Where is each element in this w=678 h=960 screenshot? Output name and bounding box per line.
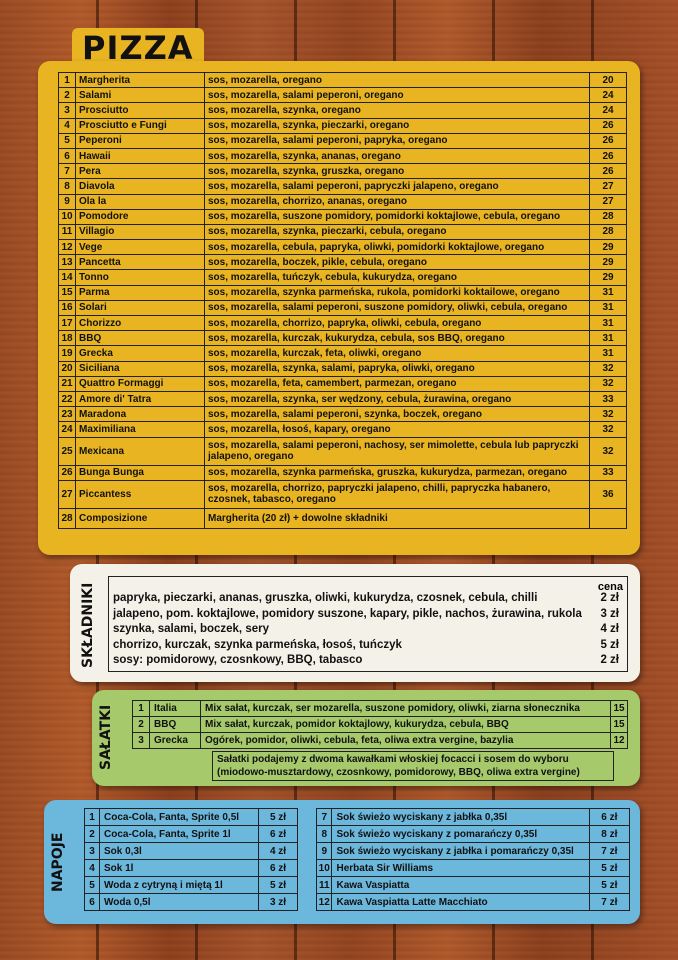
pizza-ingredients: sos, mozarella, feta, camembert, parmezan, oregano (205, 376, 590, 391)
pizza-name: Prosciutto (76, 103, 205, 118)
pizza-row (59, 285, 627, 300)
pizza-number: 22 (59, 391, 76, 406)
pizza-row (59, 376, 627, 391)
pizza-ingredients: sos, mozarella, kurczak, feta, oliwki, oregano (205, 346, 590, 361)
napoj-name: Herbata Sir Williams (332, 860, 589, 877)
skladniki-price: 3 zł (600, 607, 619, 620)
pizza-name: Solari (76, 300, 205, 315)
pizza-price: 26 (590, 164, 627, 179)
napoje-table-left (84, 808, 298, 911)
pizza-price: 32 (590, 422, 627, 437)
pizza-number: 2 (59, 88, 76, 103)
pizza-row (59, 73, 627, 88)
napoj-row (85, 809, 298, 826)
pizza-ingredients: sos, mozarella, szynka, pieczarki, cebula, oregano (205, 224, 590, 239)
pizza-ingredients: sos, mozarella, szynka, salami, papryka, oliwki, oregano (205, 361, 590, 376)
napoj-name: Woda z cytryną i miętą 1l (100, 877, 259, 894)
napoj-number: 12 (317, 894, 332, 911)
pizza-price: 26 (590, 118, 627, 133)
pizza-name: Pancetta (76, 255, 205, 270)
skladniki-price: 2 zł (600, 654, 619, 666)
napoj-price: 3 zł (259, 894, 298, 911)
pizza-name: Parma (76, 285, 205, 300)
pizza-ingredients: sos, mozarella, chorrizo, ananas, oregano (205, 194, 590, 209)
skladniki-items: jalapeno, pom. koktajlowe, pomidory suszone, kapary, pikle, nachos, żurawina, rukola (113, 607, 582, 620)
skladniki-price: 4 zł (600, 623, 619, 635)
pizza-ingredients: sos, mozarella, kurczak, kukurydza, cebula, sos BBQ, oregano (205, 331, 590, 346)
skladniki-title: SKŁADNIKI (80, 582, 96, 668)
pizza-name: Composizione (76, 508, 205, 528)
napoje-title: NAPOJE (50, 832, 66, 892)
pizza-name: Ola la (76, 194, 205, 209)
pizza-ingredients: sos, mozarella, chorrizo, papryczki jalapeno, chilli, papryczka habanero, czosnek, tabasco, oregano (205, 480, 590, 508)
pizza-row (59, 194, 627, 209)
pizza-price: 31 (590, 300, 627, 315)
pizza-number: 16 (59, 300, 76, 315)
pizza-number: 28 (59, 508, 76, 528)
napoj-price: 6 zł (259, 826, 298, 843)
pizza-row (59, 480, 627, 508)
napoj-price: 5 zł (259, 809, 298, 826)
pizza-number: 21 (59, 376, 76, 391)
pizza-name: Villagio (76, 224, 205, 239)
skladniki-row (113, 653, 623, 668)
pizza-number: 18 (59, 331, 76, 346)
price-header: cena (597, 581, 623, 593)
pizza-price: 31 (590, 316, 627, 331)
pizza-price: 32 (590, 407, 627, 422)
pizza-name: Maximiliana (76, 422, 205, 437)
pizza-price: 24 (590, 103, 627, 118)
pizza-row (59, 164, 627, 179)
napoj-row (317, 843, 630, 860)
salatka-ingredients: Ogórek, pomidor, oliwki, cebula, feta, oliwa extra vergine, bazylia (201, 733, 611, 749)
salatka-row (133, 701, 628, 717)
pizza-price: 28 (590, 209, 627, 224)
napoje-table-right (316, 808, 630, 911)
napoj-name: Kawa Vaspiatta Latte Macchiato (332, 894, 589, 911)
napoj-price: 4 zł (259, 843, 298, 860)
napoj-number: 4 (85, 860, 100, 877)
pizza-number: 5 (59, 133, 76, 148)
skladniki-items: chorrizo, kurczak, szynka parmeńska, łosoś, tuńczyk (113, 638, 402, 651)
skladniki-row (113, 638, 623, 653)
pizza-ingredients: sos, mozarella, szynka, oregano (205, 103, 590, 118)
salatki-table (132, 700, 628, 749)
pizza-number: 9 (59, 194, 76, 209)
pizza-price: 33 (590, 391, 627, 406)
napoj-number: 9 (317, 843, 332, 860)
napoj-number: 2 (85, 826, 100, 843)
napoj-name: Sok świeżo wyciskany z jabłka i pomarańczy 0,35l (332, 843, 589, 860)
salatka-number: 1 (133, 701, 150, 717)
pizza-ingredients: Margherita (20 zł) + dowolne składniki (205, 508, 590, 528)
pizza-ingredients: sos, mozarella, szynka, ser wędzony, cebula, żurawina, oregano (205, 391, 590, 406)
napoj-row (85, 860, 298, 877)
napoj-row (85, 843, 298, 860)
pizza-row (59, 224, 627, 239)
pizza-name: Tonno (76, 270, 205, 285)
napoj-name: Woda 0,5l (100, 894, 259, 911)
napoj-name: Coca-Cola, Fanta, Sprite 0,5l (100, 809, 259, 826)
pizza-number: 25 (59, 437, 76, 465)
napoj-number: 6 (85, 894, 100, 911)
pizza-title: PIZZA (82, 29, 194, 67)
napoj-price: 5 zł (589, 860, 629, 877)
pizza-name: Quattro Formaggi (76, 376, 205, 391)
napoj-row (317, 809, 630, 826)
pizza-number: 17 (59, 316, 76, 331)
pizza-row (59, 133, 627, 148)
napoj-price: 7 zł (589, 894, 629, 911)
salatka-number: 2 (133, 717, 150, 733)
pizza-number: 7 (59, 164, 76, 179)
pizza-number: 19 (59, 346, 76, 361)
pizza-row (59, 508, 627, 528)
pizza-ingredients: sos, mozarella, szynka, gruszka, oregano (205, 164, 590, 179)
pizza-row (59, 255, 627, 270)
napoj-row (317, 860, 630, 877)
pizza-ingredients: sos, mozarella, szynka, pieczarki, oregano (205, 118, 590, 133)
napoj-price: 8 zł (589, 826, 629, 843)
pizza-name: Grecka (76, 346, 205, 361)
pizza-price: 27 (590, 179, 627, 194)
pizza-name: Bunga Bunga (76, 465, 205, 480)
napoj-row (317, 894, 630, 911)
pizza-price: 29 (590, 255, 627, 270)
napoj-row (317, 877, 630, 894)
pizza-row (59, 465, 627, 480)
pizza-row (59, 103, 627, 118)
pizza-name: BBQ (76, 331, 205, 346)
pizza-row (59, 361, 627, 376)
pizza-price: 28 (590, 224, 627, 239)
pizza-ingredients: sos, mozarella, salami peperoni, papryczki jalapeno, oregano (205, 179, 590, 194)
pizza-name: Margherita (76, 73, 205, 88)
pizza-price (590, 508, 627, 528)
napoj-name: Kawa Vaspiatta (332, 877, 589, 894)
pizza-number: 8 (59, 179, 76, 194)
pizza-price: 20 (590, 73, 627, 88)
napoj-number: 11 (317, 877, 332, 894)
napoj-number: 5 (85, 877, 100, 894)
pizza-number: 10 (59, 209, 76, 224)
pizza-row (59, 391, 627, 406)
napoj-price: 5 zł (259, 877, 298, 894)
pizza-row (59, 331, 627, 346)
pizza-row (59, 88, 627, 103)
pizza-number: 12 (59, 240, 76, 255)
napoj-price: 6 zł (259, 860, 298, 877)
pizza-price: 31 (590, 346, 627, 361)
napoj-row (317, 826, 630, 843)
pizza-name: Vege (76, 240, 205, 255)
napoj-number: 3 (85, 843, 100, 860)
skladniki-items: papryka, pieczarki, ananas, gruszka, oliwki, kukurydza, czosnek, cebula, chilli (113, 592, 538, 604)
pizza-ingredients: sos, mozarella, salami peperoni, suszone pomidory, oliwki, cebula, oregano (205, 300, 590, 315)
pizza-price: 32 (590, 361, 627, 376)
pizza-price: 26 (590, 148, 627, 163)
pizza-ingredients: sos, mozarella, szynka parmeńska, gruszka, kukurydza, parmezan, oregano (205, 465, 590, 480)
pizza-row (59, 316, 627, 331)
pizza-row (59, 240, 627, 255)
pizza-name: Maradona (76, 407, 205, 422)
napoj-row (85, 826, 298, 843)
pizza-ingredients: sos, mozarella, boczek, pikle, cebula, oregano (205, 255, 590, 270)
pizza-name: Prosciutto e Fungi (76, 118, 205, 133)
pizza-number: 13 (59, 255, 76, 270)
salatki-title: SAŁATKI (98, 704, 114, 770)
salatka-name: Italia (150, 701, 201, 717)
pizza-ingredients: sos, mozarella, oregano (205, 73, 590, 88)
pizza-number: 3 (59, 103, 76, 118)
salatka-row (133, 717, 628, 733)
pizza-price: 32 (590, 376, 627, 391)
skladniki-items: szynka, salami, boczek, sery (113, 623, 269, 635)
pizza-row (59, 209, 627, 224)
skladniki-price: 5 zł (600, 638, 619, 651)
napoj-price: 5 zł (589, 877, 629, 894)
pizza-row (59, 270, 627, 285)
pizza-ingredients: sos, mozarella, salami peperoni, oregano (205, 88, 590, 103)
salatka-ingredients: Mix sałat, kurczak, ser mozarella, suszone pomidory, oliwki, ziarna słonecznika (201, 701, 611, 717)
salatka-name: Grecka (150, 733, 201, 749)
salatka-price: 12 (611, 733, 628, 749)
napoj-name: Sok 1l (100, 860, 259, 877)
pizza-ingredients: sos, mozarella, szynka, ananas, oregano (205, 148, 590, 163)
pizza-number: 11 (59, 224, 76, 239)
pizza-number: 4 (59, 118, 76, 133)
salatka-number: 3 (133, 733, 150, 749)
pizza-name: Pera (76, 164, 205, 179)
napoj-name: Coca-Cola, Fanta, Sprite 1l (100, 826, 259, 843)
salatka-row (133, 733, 628, 749)
salatka-ingredients: Mix sałat, kurczak, pomidor koktajlowy, kukurydza, cebula, BBQ (201, 717, 611, 733)
pizza-price: 29 (590, 240, 627, 255)
pizza-name: Peperoni (76, 133, 205, 148)
skladniki-row (113, 607, 623, 622)
napoj-price: 6 zł (589, 809, 629, 826)
salatki-note: Sałatki podajemy z dwoma kawałkami włoskiej focacci i sosem do wyboru (miodowo-musztardowy, czosnkowy, pomidorowy, BBQ, oliwa extra vergine) (212, 751, 614, 781)
pizza-name: Chorizzo (76, 316, 205, 331)
napoj-name: Sok 0,3l (100, 843, 259, 860)
pizza-row (59, 437, 627, 465)
pizza-number: 20 (59, 361, 76, 376)
napoj-number: 7 (317, 809, 332, 826)
napoj-price: 7 zł (589, 843, 629, 860)
pizza-number: 27 (59, 480, 76, 508)
pizza-ingredients: sos, mozarella, szynka parmeńska, rukola, pomidorki koktailowe, oregano (205, 285, 590, 300)
pizza-name: Siciliana (76, 361, 205, 376)
pizza-price: 33 (590, 465, 627, 480)
pizza-price: 36 (590, 480, 627, 508)
pizza-name: Amore di' Tatra (76, 391, 205, 406)
pizza-number: 24 (59, 422, 76, 437)
napoj-number: 8 (317, 826, 332, 843)
napoj-number: 10 (317, 860, 332, 877)
pizza-table (58, 72, 627, 529)
napoj-name: Sok świeżo wyciskany z jabłka 0,35l (332, 809, 589, 826)
pizza-ingredients: sos, mozarella, salami peperoni, szynka, boczek, oregano (205, 407, 590, 422)
pizza-number: 14 (59, 270, 76, 285)
pizza-row (59, 118, 627, 133)
skladniki-price: 2 zł (600, 592, 619, 604)
pizza-price: 32 (590, 437, 627, 465)
napoj-row (85, 894, 298, 911)
pizza-number: 1 (59, 73, 76, 88)
skladniki-table (108, 576, 628, 672)
pizza-number: 6 (59, 148, 76, 163)
pizza-ingredients: sos, mozarella, chorrizo, papryka, oliwki, cebula, oregano (205, 316, 590, 331)
pizza-row (59, 407, 627, 422)
pizza-row (59, 346, 627, 361)
salatka-name: BBQ (150, 717, 201, 733)
pizza-name: Salami (76, 88, 205, 103)
pizza-name: Piccantess (76, 480, 205, 508)
napoj-row (85, 877, 298, 894)
pizza-number: 23 (59, 407, 76, 422)
napoj-number: 1 (85, 809, 100, 826)
pizza-ingredients: sos, mozarella, salami peperoni, nachosy, ser mimolette, cebula lub papryczki jalapeno, oregano (205, 437, 590, 465)
pizza-ingredients: sos, mozarella, cebula, papryka, oliwki, pomidorki koktajlowe, oregano (205, 240, 590, 255)
pizza-price: 26 (590, 133, 627, 148)
pizza-ingredients: sos, mozarella, łosoś, kapary, oregano (205, 422, 590, 437)
pizza-price: 24 (590, 88, 627, 103)
skladniki-items: sosy: pomidorowy, czosnkowy, BBQ, tabasco (113, 654, 363, 666)
pizza-row (59, 422, 627, 437)
skladniki-row (113, 591, 623, 606)
pizza-row (59, 148, 627, 163)
pizza-price: 31 (590, 331, 627, 346)
napoj-name: Sok świeżo wyciskany z pomarańczy 0,35l (332, 826, 589, 843)
pizza-row (59, 300, 627, 315)
pizza-number: 26 (59, 465, 76, 480)
pizza-price: 27 (590, 194, 627, 209)
salatka-price: 15 (611, 701, 628, 717)
pizza-ingredients: sos, mozarella, salami peperoni, papryka, oregano (205, 133, 590, 148)
pizza-ingredients: sos, mozarella, suszone pomidory, pomidorki koktajlowe, cebula, oregano (205, 209, 590, 224)
salatka-price: 15 (611, 717, 628, 733)
pizza-name: Mexicana (76, 437, 205, 465)
pizza-name: Pomodore (76, 209, 205, 224)
pizza-price: 29 (590, 270, 627, 285)
pizza-name: Diavola (76, 179, 205, 194)
pizza-ingredients: sos, mozarella, tuńczyk, cebula, kukurydza, oregano (205, 270, 590, 285)
pizza-number: 15 (59, 285, 76, 300)
pizza-price: 31 (590, 285, 627, 300)
pizza-row (59, 179, 627, 194)
pizza-name: Hawaii (76, 148, 205, 163)
skladniki-row (113, 622, 623, 637)
